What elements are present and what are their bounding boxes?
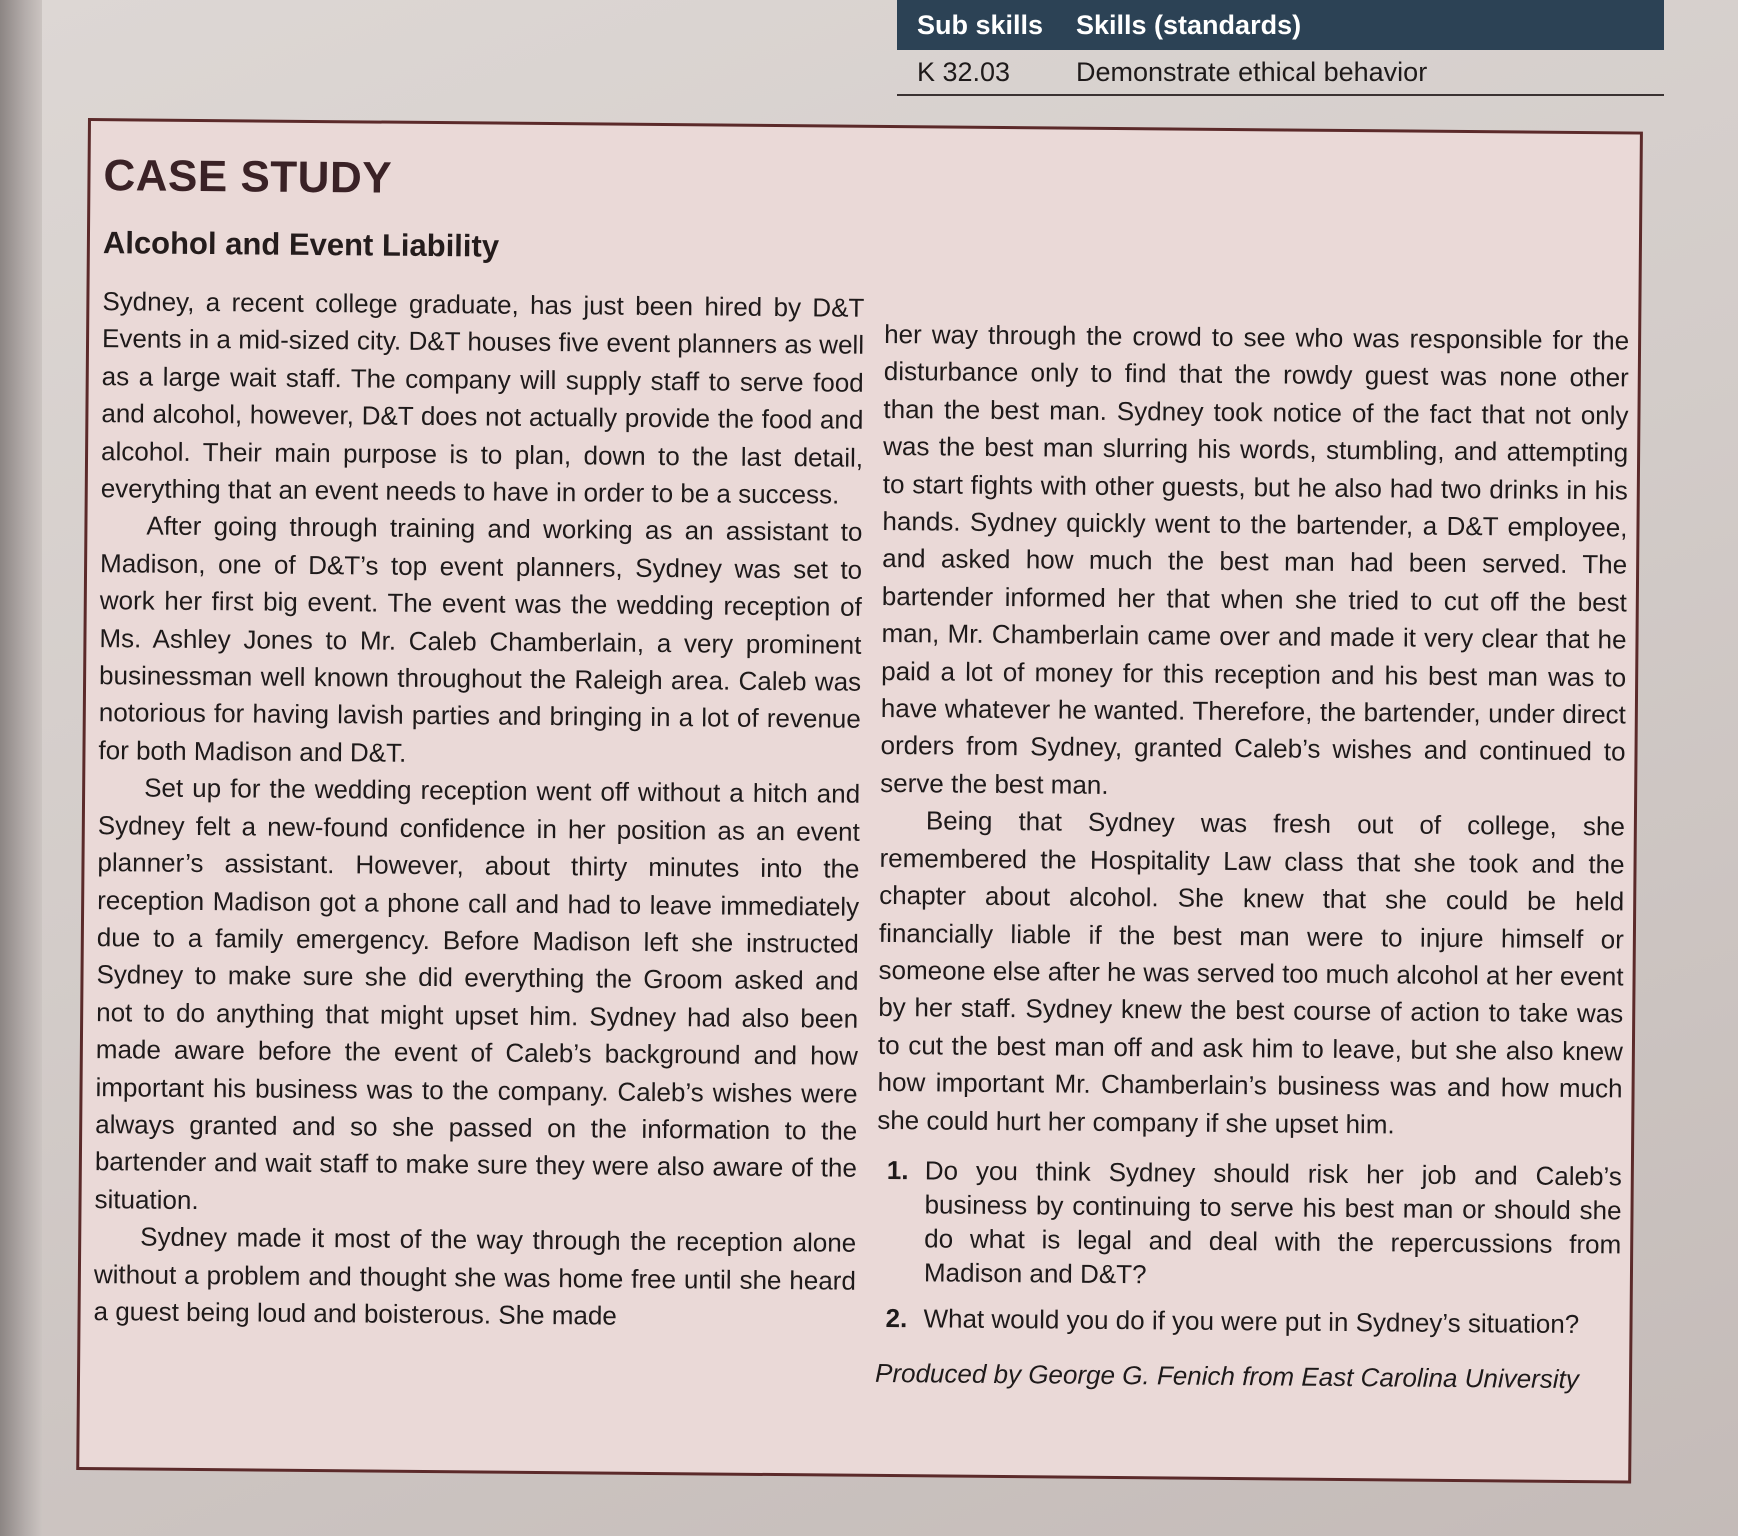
paragraph: Sydney made it most of the way through the reception alone without a problem and thought she was home free until she heard a guest being loud and boisterous. She made (93, 1221, 857, 1331)
paragraph: Sydney, a recent college graduate, has just been hired by D&T Events in a mid-sized city. D&T houses five event planners as well as a large wait staff. The company will supply staff to serve food and alcohol, however, D&T does not actually provide the food and alcohol. Their main purpose is to plan, down to the last detail, everything that an event needs to have in order to be a success. (100, 286, 865, 510)
case-study-label: CASE STUDY (103, 151, 393, 203)
skills-table-row (897, 50, 1664, 96)
question-text: Do you think Sydney should risk her job and Caleb’s business by continuing to serve his best man or should she do what is legal and deal with the repercussions from Madison and D&T? (923, 1155, 1622, 1290)
sub-skills-header: Sub skills (917, 9, 1044, 40)
question-list (875, 1153, 1622, 1341)
question-item (876, 1153, 1622, 1295)
paragraph: Set up for the wedding reception went off without a hitch and Sydney felt a new-found confidence in her position as an event planner’s assistant. However, about thirty minutes into the reception Madison got a phone call and had to leave immediately due to a family emergency. Before Madison left she instructed Sydney to make sure she did everything the Groom asked and not to do anything that might upset him. Sydney had also been made aware before the event of Caleb’s background and how important his business was to the company. Caleb’s wishes were always granted and so she passed on the information to the bartender and wait staff to make sure they were also aware of the situation. (94, 772, 861, 1215)
paragraph: After going through training and working as an assistant to Madison, one of D&T’s top event planners, Sydney was set to work her first big event. The event was the wedding reception of Ms. Ashley Jones to Mr. Caleb Chamberlain, a very prominent businessman well known throughout the Raleigh area. Caleb was notorious for having lavish parties and bringing in a lot of revenue for both Madison and D&T. (98, 510, 863, 768)
case-study-box (76, 118, 1643, 1484)
case-study-title: Alcohol and Event Liability (102, 225, 500, 264)
skills-table (897, 0, 1664, 96)
book-gutter-shadow (0, 0, 42, 1536)
question-text: What would you do if you were put in Sydney’s situation? (923, 1303, 1580, 1339)
question-number: 1. (886, 1154, 909, 1186)
question-item (875, 1301, 1620, 1342)
credit-line: Produced by George G. Fenich from East Carolina University (874, 1357, 1579, 1394)
paragraph: her way through the crowd to see who was responsible for the disturbance only to find that the rowdy guest was none other than the best man. Sydney took notice of the fact that not only was the best man slurring his words, stumbling, and attempting to start fights with other guests, but he also had two drinks in his hands. Sydney quickly went to the bartender, a D&T employee, and asked how much the best man had been served. The bartender informed her that when she tried to cut off the best man, Mr. Chamberlain came over and made it very clear that he paid a lot of money for this reception and his best man was to have whatever he wanted. Therefore, the bartender, under direct orders from Sydney, granted Caleb’s wishes and continued to serve the best man. (880, 318, 1630, 800)
skills-standards-header: Skills (standards) (1076, 9, 1302, 40)
left-column (93, 283, 864, 1337)
question-number: 2. (885, 1302, 908, 1334)
skill-code: K 32.03 (917, 56, 1011, 87)
skill-description: Demonstrate ethical behavior (1076, 56, 1428, 87)
paragraph: Being that Sydney was fresh out of college, she remembered the Hospitality Law class that she took and the chapter about alcohol. She knew that she could be held financially liable if the best man were to injure himself or someone else after he was served too much alcohol at her event by her staff. Sydney knew the best course of action to take was to cut the best man off and ask him to leave, but she also knew how important Mr. Chamberlain’s business was and how much she could hurt her company if she upset him. (877, 805, 1626, 1139)
right-column (875, 316, 1629, 1399)
skills-table-header (897, 0, 1664, 50)
